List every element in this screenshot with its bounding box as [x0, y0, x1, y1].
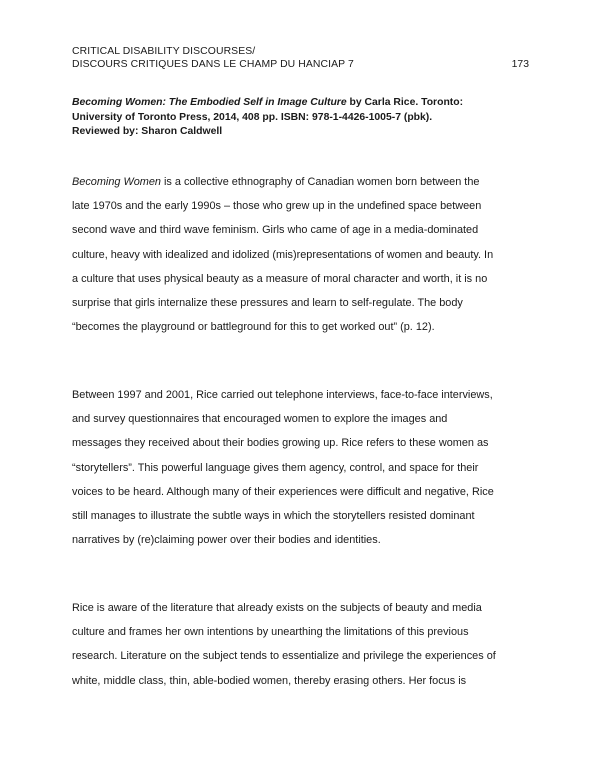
- paragraph-line: “becomes the playground or battleground for this to get worked out” (p. 12).: [72, 321, 435, 334]
- paragraph-line: messages they received about their bodies growing up. Rice refers to these women as: [72, 437, 489, 450]
- citation-author-publisher: by Carla Rice. Toronto:: [346, 97, 464, 108]
- running-head-line-2: DISCOURS CRITIQUES DANS LE CHAMP DU HANCIAP 7: [72, 59, 354, 70]
- paragraph-line: second wave and third wave feminism. Girls who came of age in a media-dominated: [72, 224, 479, 237]
- paragraph-line: white, middle class, thin, able-bodied women, thereby erasing others. Her focus is: [72, 674, 467, 687]
- book-citation: [72, 96, 532, 140]
- citation-line-2: University of Toronto Press, 2014, 408 pp. ISBN: 978-1-4426-1005-7 (pbk).: [72, 111, 433, 123]
- paragraph-3: [72, 596, 532, 693]
- paragraph-line: Becoming Women is a collective ethnography of Canadian women born between the: [72, 176, 480, 188]
- paragraph-line: late 1970s and the early 1990s – those who grew up in the undefined space between: [72, 200, 482, 213]
- paragraph-line: narratives by (re)claiming power over their bodies and identities.: [72, 534, 381, 547]
- paragraph-2: [72, 383, 532, 552]
- paragraph-line: Rice is aware of the literature that already exists on the subjects of beauty and media: [72, 602, 482, 614]
- page-number: 173: [511, 59, 529, 70]
- book-title: Becoming Women: The Embodied Self in Image Culture: [72, 97, 347, 108]
- paragraph-line: and survey questionnaires that encouraged women to explore the images and: [72, 413, 448, 426]
- paragraph-line: “storytellers”. This powerful language gives them agency, control, and space for their: [72, 461, 479, 474]
- inline-book-title: Becoming Women: [72, 176, 161, 188]
- paragraph-line: research. Literature on the subject tends to essentialize and privilege the experiences of: [72, 650, 496, 663]
- paragraph-1: [72, 170, 532, 339]
- running-head: [72, 45, 532, 71]
- reviewer-line: Reviewed by: Sharon Caldwell: [72, 126, 223, 137]
- citation-line-1: [72, 96, 532, 111]
- paragraph-line: Between 1997 and 2001, Rice carried out telephone interviews, face-to-face interviews,: [72, 389, 493, 401]
- paragraph-line: culture, heavy with idealized and idolized (mis)representations of women and beauty. In: [72, 248, 494, 261]
- paragraph-line: culture and frames her own intentions by unearthing the limitations of this previous: [72, 626, 469, 639]
- running-head-line-1: CRITICAL DISABILITY DISCOURSES/: [72, 46, 256, 57]
- paragraph-line: surprise that girls internalize these pressures and learn to self-regulate. The body: [72, 297, 463, 310]
- paragraph-line: still manages to illustrate the subtle ways in which the storytellers resisted dominant: [72, 510, 475, 523]
- paragraph-line: voices to be heard. Although many of their experiences were difficult and negative, Rice: [72, 485, 494, 498]
- paragraph-line: a culture that uses physical beauty as a measure of moral character and worth, it is no: [72, 272, 488, 285]
